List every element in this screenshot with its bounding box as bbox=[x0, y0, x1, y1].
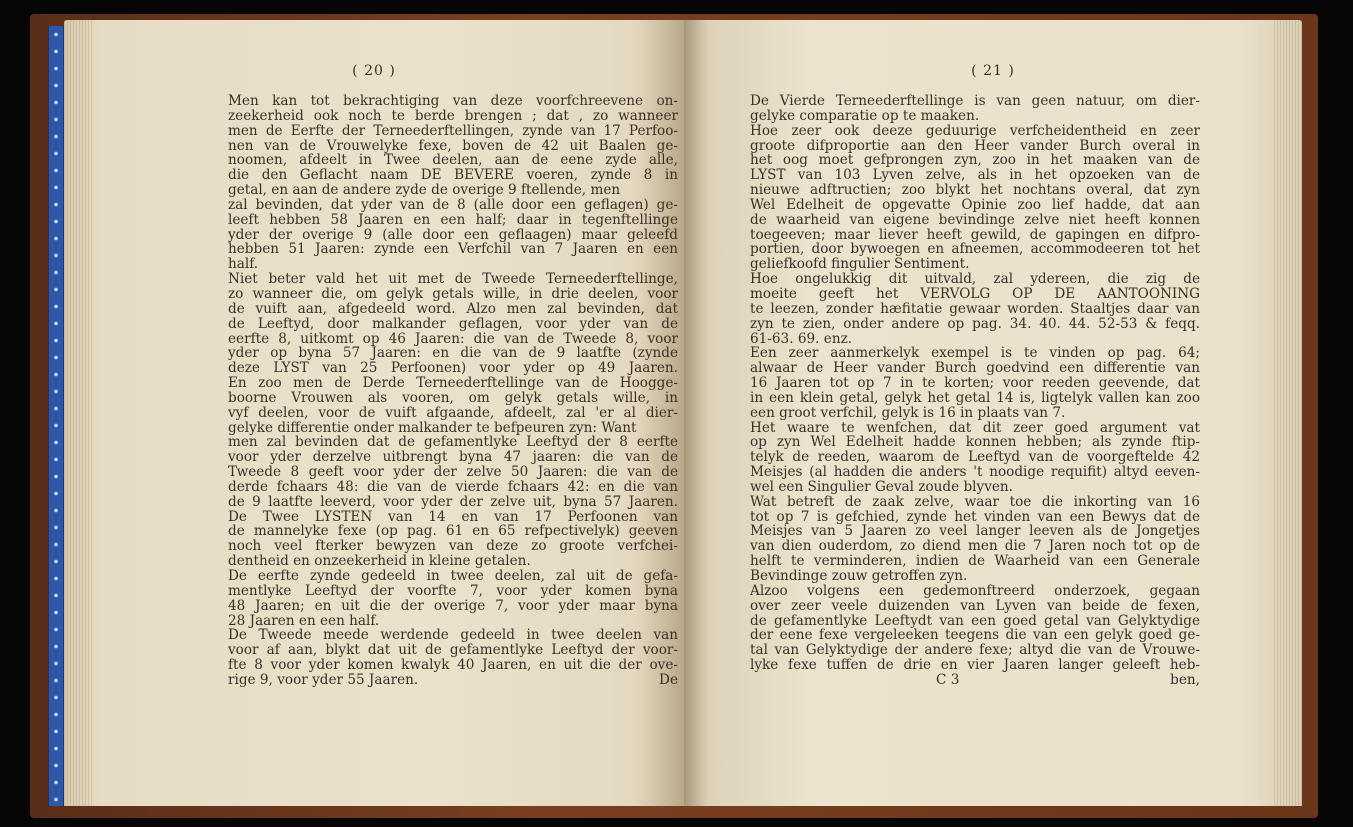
text-line: noomen, afdeelt in Twee deelen, aan de eene zyde alle, bbox=[228, 153, 678, 169]
text-line: voor yder derzelve uitbrengt byna 47 jaaren: die van de bbox=[228, 450, 678, 466]
text-line: Tweede 8 geeft voor yder der zelve 50 Jaaren: die van de bbox=[228, 465, 678, 480]
text-line: noch veel fterker bewyzen van deze zo groote verfchei- bbox=[228, 539, 678, 555]
text-line: een groot verfchil, gelyk is 16 in plaats van 7. bbox=[750, 405, 1066, 421]
text-line: voor af aan, blykt dat uit de gefamentlyke Leeftyd der voor- bbox=[228, 643, 678, 659]
left-page bbox=[64, 20, 684, 806]
text-line: De eerfte zynde gedeeld in twee deelen, zal uit de gefa- bbox=[228, 569, 678, 584]
text-line: der eene fexe vergeleeken teegens die van een gelyk goed ge- bbox=[750, 628, 1200, 644]
text-line: mentlyke Leeftyd der voorfte 7, voor yder komen byna bbox=[228, 583, 678, 599]
text-line: De Twee LYSTEN van 14 en van 17 Perfoonen van bbox=[228, 509, 678, 525]
text-line: Wel Edelheit de opgevatte Opinie zoo lief hadde, dat aan bbox=[750, 197, 1200, 213]
text-line: het oog moet gefprongen zyn, zoo in het maaken van de bbox=[750, 153, 1200, 169]
text-line: tot op 7 is gefchied, zynde het vinden van een Bewys dat de bbox=[750, 509, 1200, 525]
text-line: Meisjes van 5 Jaaren zo veel langer leeven als de Jongetjes bbox=[750, 524, 1200, 540]
text-line: dentheid en onzeekerheid in kleine getalen. bbox=[228, 554, 531, 569]
text-line: gelyke comparatie op te maaken. bbox=[750, 108, 980, 124]
text-line: toegeeven; maar liever heeft gewild, de gapingen en difpro- bbox=[750, 227, 1200, 243]
text-line: vyf deelen, voor de vuift afgaande, afdeelt, zal 'er al dier- bbox=[228, 405, 678, 421]
right-footer bbox=[750, 673, 1200, 688]
text-line: men de Eerfte der Terneederftellingen, zynde van 17 Perfoo- bbox=[228, 123, 678, 139]
text-line: derde fchaars 48: die van de vierde fchaars 42: en die van bbox=[228, 479, 678, 495]
right-catchword: ben, bbox=[1170, 671, 1200, 688]
text-line: tal van Gelyktydige der andere fexe; altyd die van de Vrouwe- bbox=[750, 643, 1200, 659]
text-line: eerfte 8, uitkomt op 46 Jaaren: die van de Tweede 8, voor bbox=[228, 331, 678, 347]
text-line: getal, en aan de andere zyde de overige 9 ftellende, men bbox=[228, 183, 621, 198]
text-line: De Tweede meede werdende gedeeld in twee deelen van bbox=[228, 628, 678, 644]
text-line: op zyn Wel Edelheit hadde konnen hebben; als zynde ftip- bbox=[750, 435, 1200, 451]
text-line: in een klein getal, gelyk het getal 14 is, ligtelyk vallen kan zoo bbox=[750, 390, 1200, 406]
text-line: LYST van 103 Lyven zelve, als in het opzoeken van de bbox=[750, 168, 1200, 184]
text-line: yder der overige 9 (alle door een geflaagen) maar geleefd bbox=[228, 227, 678, 243]
text-line: 48 Jaaren; en uit die der overige 7, voor yder maar byna bbox=[228, 598, 678, 614]
text-line: hebben 51 Jaaren: zynde een Verfchil van 7 Jaaren en een bbox=[228, 242, 678, 258]
text-line: geliefkoofd fingulier Sentiment. bbox=[750, 257, 970, 273]
text-line: men zal bevinden dat de gefamentlyke Leeftyd der 8 eerfte bbox=[228, 435, 678, 451]
text-line: over zeer veele duizenden van Lyven van beide de fexen, bbox=[750, 598, 1200, 614]
text-line: Bevindinge zouw getroffen zyn. bbox=[750, 569, 968, 584]
text-line: nen van de Vrouwelyke fexe, boven de 42 uit Baalen ge- bbox=[228, 138, 678, 154]
text-line: nieuwe adftructien; zoo blykt het nochtans overal, dat zyn bbox=[750, 183, 1200, 198]
left-footer bbox=[228, 673, 678, 688]
text-line: zal bevinden, dat yder van de 8 (alle door een geflagen) ge- bbox=[228, 197, 678, 213]
right-lines bbox=[750, 94, 1200, 673]
text-line: boorne Vrouwen als vooren, om gelyk getals wille, in bbox=[228, 390, 678, 406]
text-line: Een zeer aanmerkelyk exempel is te vinden op pag. 64; bbox=[750, 346, 1200, 362]
left-lines bbox=[228, 94, 678, 673]
text-line: Hoe ongelukkig dit uitvald, zal ydereen, die zig de bbox=[750, 272, 1200, 287]
text-line: moeite geeft het VERVOLG OP DE AANTOONING bbox=[750, 286, 1200, 302]
text-line: de mannelyke fexe (op pag. 61 en 65 refpectivelyk) geeven bbox=[228, 524, 678, 540]
text-line: groote difproportie aan den Heer vander Burch overal in bbox=[750, 138, 1200, 154]
text-line: De Vierde Terneederftellinge is van geen natuur, om dier- bbox=[750, 94, 1200, 109]
text-line: leeft hebben 58 Jaaren en een half; daar in tegenftellinge bbox=[228, 212, 678, 228]
text-line: te leezen, zonder hæfitatie gewaar worden. Staaltjes daar van bbox=[750, 301, 1200, 317]
left-text-block bbox=[228, 94, 678, 688]
text-line: zo wanneer die, om gelyk getals wille, in drie deelen, voor bbox=[228, 286, 678, 302]
right-text-block bbox=[750, 94, 1200, 688]
text-line: de vuift aan, afgedeeld word. Alzo men zal bevinden, dat bbox=[228, 301, 678, 317]
right-page-number: ( 21 ) bbox=[971, 63, 1015, 79]
signature-mark: C 3 bbox=[936, 671, 960, 688]
text-line: Niet beter vald het uit met de Tweede Terneederftellinge, bbox=[228, 272, 678, 287]
text-line: de Leeftyd, door malkander geflagen, voor yder van de bbox=[228, 316, 678, 332]
text-line: 28 Jaaren en een half. bbox=[228, 613, 380, 629]
text-line: gelyke differentie onder malkander te befpeuren zyn: Want bbox=[228, 420, 637, 436]
text-line: de 9 laatfte leeverd, voor yder der zelve uit, byna 57 Jaaren. bbox=[228, 494, 678, 510]
left-catchword: De bbox=[659, 671, 678, 688]
marbled-spine-strip bbox=[48, 26, 64, 806]
text-line: telyk de reeden, waarom de Leeftyd van de voorgeftelde 42 bbox=[750, 450, 1200, 466]
text-line: Hoe zeer ook deeze geduurige verfcheidentheid en zeer bbox=[750, 123, 1200, 139]
text-line: Alzoo volgens een gedemonftreerd onderzoek, gegaan bbox=[750, 583, 1200, 599]
text-line: fte 8 voor yder komen kwalyk 40 Jaaren, en uit die der ove- bbox=[228, 658, 678, 673]
text-line: zeekerheid ook noch te berde brengen ; dat , zo wanneer bbox=[228, 108, 678, 124]
text-line: portien, door bywoegen en afneemen, accommodeeren tot het bbox=[750, 242, 1200, 258]
page-edge bbox=[1274, 20, 1302, 806]
text-line: Meisjes (al hadden die anders 't noodige requifit) altyd eeven- bbox=[750, 465, 1200, 480]
text-line: Het waare te wenfchen, dat dit zeer goed argument vat bbox=[750, 420, 1200, 436]
text-line: deze LYST van 25 Perfoonen) voor yder op 49 Jaaren. bbox=[228, 361, 678, 377]
text-line: van dien ouderdom, zo diend men die 7 Jaren noch tot op de bbox=[750, 539, 1200, 555]
text-line: zyn te zien, onder andere op pag. 34. 40. 44. 52-53 & feqq. bbox=[750, 316, 1200, 332]
text-line: En zoo men de Derde Terneederftellinge van de Hoogge- bbox=[228, 376, 678, 391]
text-line: Men kan tot bekrachtiging van deze voorfchreevene on- bbox=[228, 94, 678, 109]
text-line: 16 Jaaren tot op 7 in te korten; voor reeden geevende, dat bbox=[750, 376, 1200, 391]
text-line: de waarheid van eigene bevindinge zelve niet heeft konnen bbox=[750, 212, 1200, 228]
text-line: alwaar de Heer vander Burch goedvind een differentie van bbox=[750, 361, 1200, 377]
text-line: half. bbox=[228, 257, 259, 273]
right-page bbox=[684, 20, 1302, 806]
text-line: helft te verminderen, indien de Waarheid van een Generale bbox=[750, 554, 1200, 569]
text-line: yder op byna 57 Jaaren: en die van de 9 laatfte (zynde bbox=[228, 346, 678, 362]
text-line: Wat betreft de zaak zelve, waar toe die inkorting van 16 bbox=[750, 494, 1200, 510]
text-line: lyke fexe tuffen de drie en vier Jaaren langer geleeft heb- bbox=[750, 658, 1200, 673]
text-line: die den Geflacht naam DE BEVERE voeren, zynde 8 in bbox=[228, 168, 678, 184]
text-line: 61-63. 69. enz. bbox=[750, 331, 853, 347]
left-last-line: rige 9, voor yder 55 Jaaren. bbox=[228, 671, 419, 688]
text-line: wel een Singulier Geval zoude blyven. bbox=[750, 479, 1014, 495]
left-page-number: ( 20 ) bbox=[352, 63, 396, 79]
text-line: de gefamentlyke Leeftydt van een goed getal van Gelyktydige bbox=[750, 613, 1200, 629]
page-edge bbox=[64, 20, 92, 806]
